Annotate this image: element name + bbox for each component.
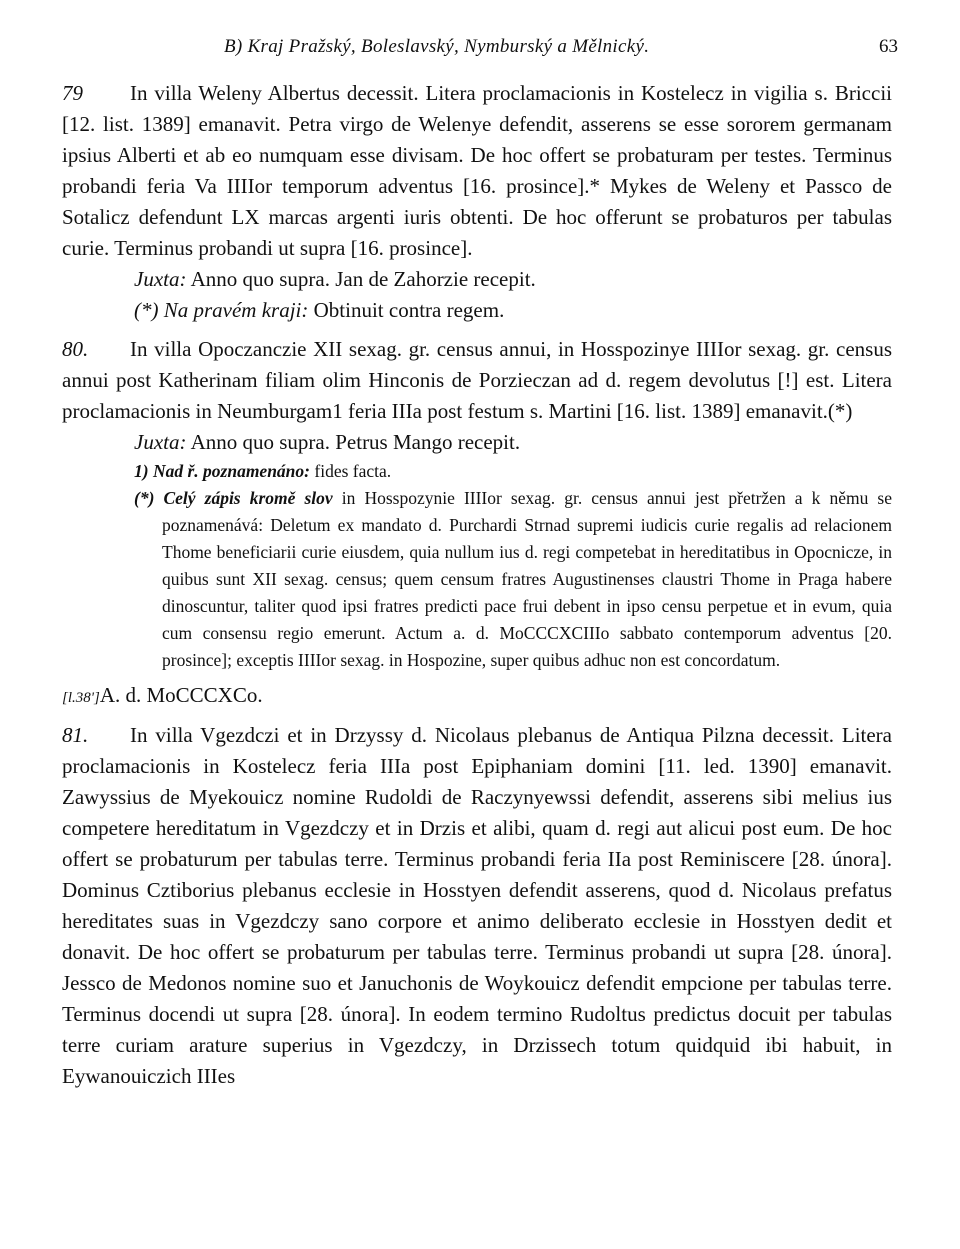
footnote-asterisk [90,485,892,674]
margin-note-text: Obtinuit contra regem. [313,298,505,322]
juxta-label: Juxta: [134,430,187,454]
entry-text: In villa Opoczanczie XII sexag. gr. census annui, in Hosspozinye IIIIor sexag. gr. census annui post Katherinam filiam olim Hinconis de Porzieczan ad d. regem devolutus [!] est. Litera proclamacionis in Neumburgam1 feria IIIa post festum s. Martini [16. list. 1389] emanavit.(*) [62,337,892,423]
margin-note-79 [62,295,892,326]
juxta-note-79 [62,264,892,295]
footnote-label: 1) Nad ř. poznamenáno: [134,461,310,481]
entry-number: 80. [62,337,89,361]
folio-margin-ref: [l.38'] [62,690,100,706]
entry-text: In villa Weleny Albertus decessit. Litera proclamacionis in Kostelecz in vigilia s. Briccii [12. list. 1389] emanavit. Petra virgo de Welenye defendit, asserens se esse sororem germanam ipsius Alberti et ab eo numquam esse divisam. De hoc offert se probaturam per testes. Terminus probandi feria Va IIIIor temporum adventus [16. prosince].* Mykes de Weleny et Passco de Sotalicz defendunt LX marcas argenti iuris obtenti. De hoc offerunt se probaturos per tabulas curie. Terminus probandi ut supra [16. prosince]. [62,81,892,260]
document-page [62,30,898,1092]
juxta-label: Juxta: [134,267,187,291]
running-header [62,30,898,64]
footnote-text: in Hosspozynie IIIIor sexag. gr. census annui jest přetržen a k němu se poznamenává: Deletum ex mandato d. Purchardi Strnad supremi iudicis curie regalis ad relacionem Thome beneficiarii curie eiusdem, quia nullum ius d. regi competebat in hereditatibus in Opocnicze, in quibus sunt XII sexag. census; quem censum fratres Augustinenses claustri Thome in Praga habere dinoscuntur, taliter quod ipsi fratres predicti pace frui debent in ipso censu perpetue et in evum, quia cum consensu regio emerunt. Actum a. d. MoCCCXCIIIo sabbato contemporum adventus [20. prosince]; exceptis IIIIor sexag. in Hospozine, super quibus adhuc non est concordatum. [162,488,893,670]
entry-81 [62,720,892,1092]
year-text: A. d. MoCCCXCo. [99,683,263,707]
footnote-label: (*) Celý zápis kromě slov [134,488,333,508]
entry-number: 79 [62,81,83,105]
entry-80 [62,334,892,427]
running-title: B) Kraj Pražský, Boleslavský, Nymburský a Mělnický. [224,36,650,57]
year-heading [62,680,892,714]
juxta-text: Anno quo supra. Jan de Zahorzie recepit. [190,267,536,291]
footnote-1 [62,458,892,485]
entry-number: 81. [62,723,89,747]
margin-note-label: (*) Na pravém kraji: [134,298,309,322]
entry-text: In villa Vgezdczi et in Drzyssy d. Nicolaus plebanus de Antiqua Pilzna decessit. Litera proclamacionis in Kostelecz feria IIIa post Epiphaniam domini [11. led. 1390] emanavit. Zawyssius de Myekouicz nomine Rudoldi de Raczynyewssi defendit, asserens sibi melius ius competere hereditatum in Vgezdczy et in Drzis et alibi, quam d. regi aut alicui post eum. De hoc offert se probaturum per tabulas terre. Terminus probandi feria IIa post Reminiscere [28. února]. Dominus Cztiborius plebanus ecclesie in Hosstyen defendit asserens, quod d. Nicolaus prefatus hereditates suas in Vgezdczy sano corpore et animo deliberato ecclesie in Hosstyen dedit et donavit. De hoc offert se probaturum per tabulas terre. Terminus probandi ut supra [28. února]. Jessco de Medonos nomine suo et Januchonis de Woykouicz defendit empcione per tabulas terre. Terminus docendi ut supra [28. února]. In eodem termino Rudoltus predictus docuit per tabulas terre curiam arature superius in Vgezdczy, in Drzissech totum quidquid ibi habuit, in Eywanouiczich IIIes [62,723,892,1088]
juxta-text: Anno quo supra. Petrus Mango recepit. [190,430,521,454]
page-number: 63 [879,36,898,57]
juxta-note-80 [62,427,892,458]
footnote-text: fides facta. [314,461,392,481]
entry-79 [62,78,892,264]
